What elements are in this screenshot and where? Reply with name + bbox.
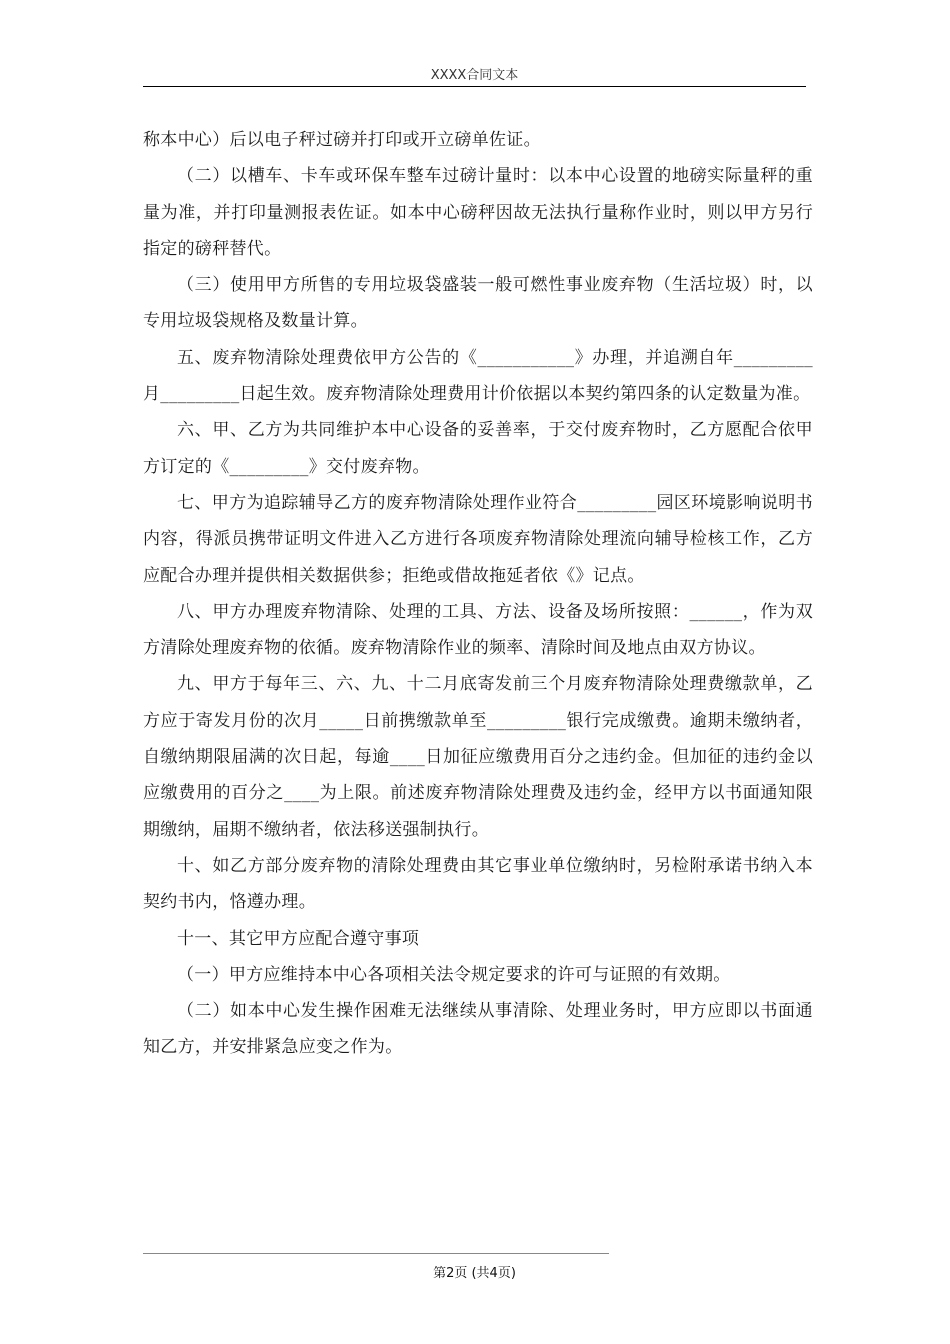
- page-header-title: XXXX合同文本: [430, 68, 519, 83]
- paragraph-clause-11-1: （一）甲方应维持本中心各项相关法令规定要求的许可与证照的有效期。: [177, 964, 731, 985]
- paragraph-clause-4-2: （二）以槽车、卡车或环保车整车过磅计量时：以本中心设置的地磅实际量秤的重量为准，并打印量测报表佐证。如本中心磅秤因故无法执行量称作业时，则以甲方另行指定的磅秤替代。: [143, 166, 813, 259]
- header-divider: [143, 86, 806, 87]
- paragraph-clause-7: 七、甲方为追踪辅导乙方的废弃物清除处理作业符合_________园区环境影响说明书内容，得派员携带证明文件进入乙方进行各项废弃物清除处理流向辅导检核工作，乙方应配合办理并提供相关数据供参；拒绝或借故拖延者依《》记点。: [143, 492, 813, 586]
- paragraph-continued: 称本中心）后以电子秤过磅并打印或开立磅单佐证。: [143, 130, 541, 150]
- paragraph-clause-5: 五、废弃物清除处理费依甲方公告的《___________》办理，并追溯自年_________月_________日起生效。废弃物清除处理费用计价依据以本契约第四条的认定数量为准。: [143, 347, 813, 405]
- paragraph-clause-11-2: （二）如本中心发生操作困难无法继续从事清除、处理业务时，甲方应即以书面通知乙方，并安排紧急应变之作为。: [143, 1001, 813, 1058]
- paragraph-clause-8: 八、甲方办理废弃物清除、处理的工具、方法、设备及场所按照：______，作为双方清除处理废弃物的依循。废弃物清除作业的频率、清除时间及地点由双方协议。: [143, 601, 813, 659]
- paragraph-clause-6: 六、甲、乙方为共同维护本中心设备的妥善率，于交付废弃物时，乙方愿配合依甲方订定的《_________》交付废弃物。: [143, 420, 813, 477]
- page-number: 第2页 (共4页): [433, 1266, 516, 1281]
- document-body: [143, 122, 813, 1066]
- paragraph-clause-10: 十、如乙方部分废弃物的清除处理费由其它事业单位缴纳时，另检附承诺书纳入本契约书内，恪遵办理。: [143, 855, 813, 913]
- paragraph-clause-4-3: （三）使用甲方所售的专用垃圾袋盛装一般可燃性事业废弃物（生活垃圾）时，以专用垃圾袋规格及数量计算。: [143, 275, 813, 332]
- paragraph-clause-11: 十一、其它甲方应配合遵守事项: [177, 928, 420, 949]
- paragraph-clause-9: 九、甲方于每年三、六、九、十二月底寄发前三个月废弃物清除处理费缴款单，乙方应于寄发月份的次月_____日前携缴款单至_________银行完成缴费。逾期未缴纳者，自缴纳期限届满的次日起，每逾____日加征应缴费用百分之违约金。但加征的违约金以应缴费用的百分之____为上限。前述废弃物清除处理费及违约金，经甲方以书面通知限期缴纳，届期不缴纳者，依法移送强制执行。: [143, 674, 813, 840]
- footer-divider: [143, 1253, 609, 1254]
